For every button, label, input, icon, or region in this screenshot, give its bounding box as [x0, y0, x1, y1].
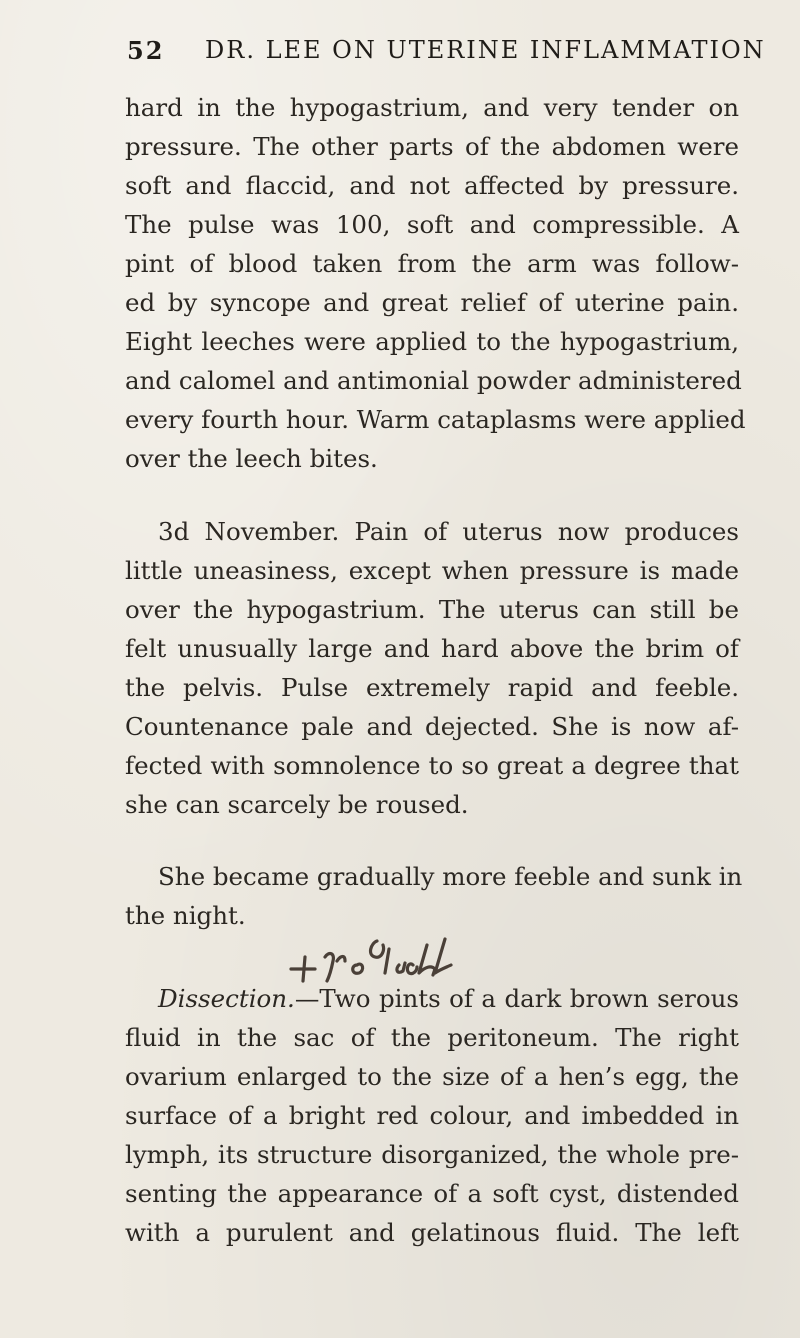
text-line: hard in the hypogastrium, and very tender on: [125, 93, 739, 122]
text-line: felt unusually large and hard above the brim of: [125, 634, 739, 663]
running-title: DR. LEE ON UTERINE INFLAMMATION: [205, 36, 766, 64]
text-line: lymph, its structure disorganized, the whole pre-: [125, 1140, 739, 1169]
text-line: fected with somnolence to so great a degree that: [125, 751, 739, 780]
page-number: 52: [127, 36, 165, 65]
text-line: soft and flaccid, and not affected by pressure.: [125, 171, 739, 200]
text-line: the night.: [125, 901, 246, 930]
text-line: She became gradually more feeble and sunk in: [158, 862, 743, 891]
text-line: she can scarcely be roused.: [125, 790, 469, 819]
text-line: [125, 979, 739, 1018]
text-line: The pulse was 100, soft and compressible. A: [125, 210, 739, 239]
text-line: little uneasiness, except when pressure is made: [125, 556, 739, 585]
running-head: [127, 36, 766, 70]
text-line: fluid in the sac of the peritoneum. The right: [125, 1023, 739, 1052]
paragraph-1: [125, 88, 746, 478]
text-line: with a purulent and gelatinous fluid. The left: [125, 1218, 739, 1247]
signature-row: [125, 935, 739, 979]
paragraph-spacer: [125, 824, 739, 857]
text-line: ovarium enlarged to the size of a hen’s egg, the: [125, 1062, 739, 1091]
text-line: Countenance pale and dejected. She is now af-: [125, 712, 739, 741]
text-line: every fourth hour. Warm cataplasms were applied: [125, 405, 746, 434]
text-line: senting the appearance of a soft cyst, distended: [125, 1179, 739, 1208]
text-line: the pelvis. Pulse extremely rapid and feeble.: [125, 673, 739, 702]
dissection-text: —Two pints of a dark brown serous: [294, 984, 739, 1013]
text-line: surface of a bright red colour, and imbedded in: [125, 1101, 739, 1130]
paragraph-spacer: [125, 478, 739, 512]
text-line: pressure. The other parts of the abdomen were: [125, 132, 739, 161]
text-line: pint of blood taken from the arm was follow-: [125, 249, 739, 278]
paragraph-4: [125, 979, 739, 1252]
paragraph-2: [125, 512, 739, 824]
text-line: Eight leeches were applied to the hypogastrium,: [125, 327, 739, 356]
text-line: over the hypogastrium. The uterus can still be: [125, 595, 739, 624]
text-line: ed by syncope and great relief of uterine pain.: [125, 288, 739, 317]
dissection-heading: Dissection.: [158, 984, 295, 1013]
handwritten-signature: [285, 921, 485, 983]
text-line: 3d November. Pain of uterus now produces: [158, 517, 739, 546]
text-line: over the leech bites.: [125, 444, 378, 473]
text-line: and calomel and antimonial powder administered: [125, 366, 742, 395]
body-text: [125, 88, 746, 1252]
